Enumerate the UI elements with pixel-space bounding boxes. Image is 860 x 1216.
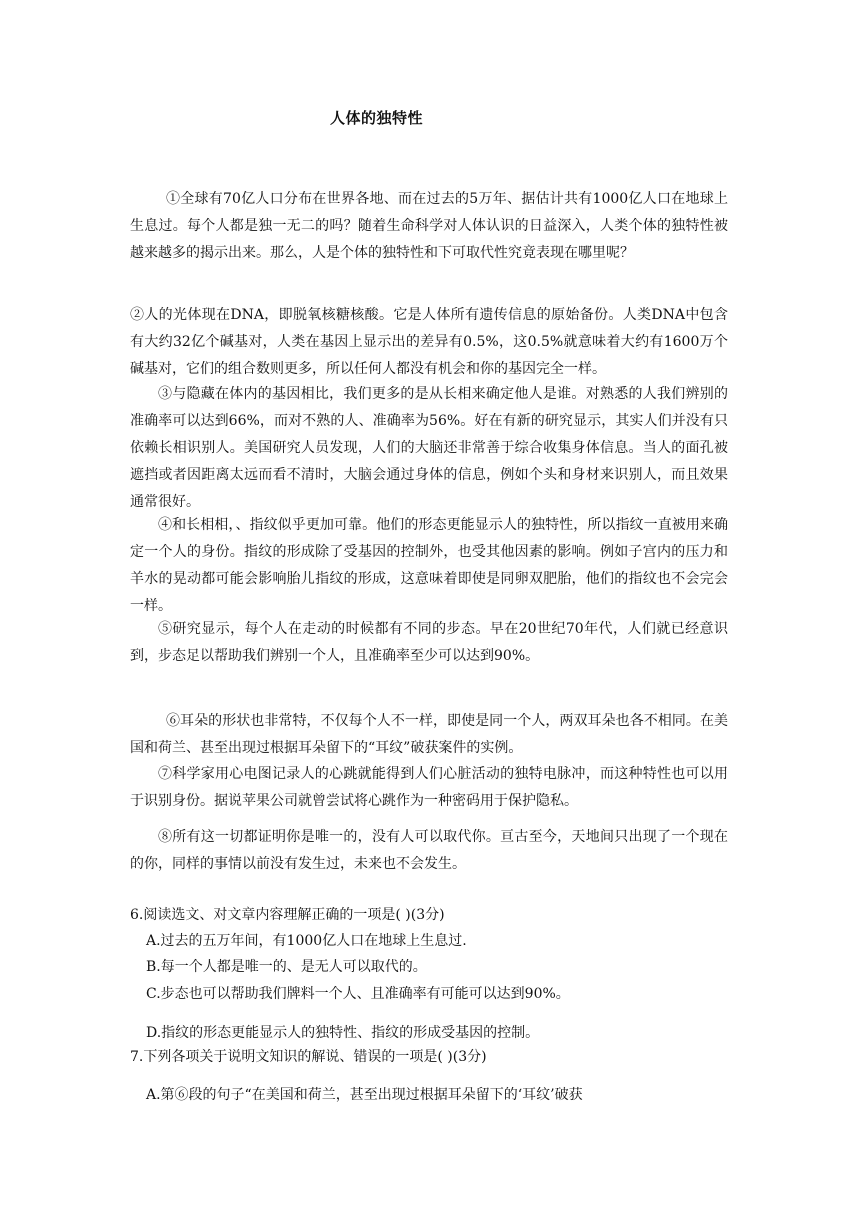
paragraph-4: ④和长相相，、指纹似乎更加可靠。他们的形态更能显示人的独特性，所以指纹一直被用来确定一个人的身份。指纹的形成除了受基因的控制外，也受其他因素的影响。例如子宫内的压力和羊水的晃动都可能会影响胎儿指纹的形成，这意味着即使是同卵双肥胎，他们的指纹也不会完会一样。 <box>130 517 728 614</box>
question-7-stem: 7.下列各项关于说明文知识的解说、错误的一项是( )(3分) <box>130 1049 487 1065</box>
question-6-stem: 6.阅读选文、对文章内容理解正确的一项是( )(3分) <box>130 907 445 923</box>
question-6-option-b: B.每一个人都是唯一的、是无人可以取代的。 <box>146 959 427 975</box>
question-6-option-c: C.步态也可以帮助我们牌料一个人、且准确率有可能可以达到90%。 <box>146 986 570 1002</box>
paragraph-1: ①全球有70亿人口分布在世界各地、而在过去的5万年、据估计共有1000亿人口在地球上生息过。每个人都是独一无二的吗？随着生命科学对人体认识的日益深入，人类个体的独特性被越来越多的揭示出来。那么，人是个体的独特性和下可取代性究竟表现在哪里呢？ <box>130 191 728 261</box>
question-6-option-a: A.过去的五万年间，有1000亿人口在地球上生息过. <box>146 933 467 949</box>
paragraph-8: ⑧所有这一切都证明你是唯一的，没有人可以取代你。亘古至今，天地间只出现了一个现在的你，同样的事情以前没有发生过，未来也不会发生。 <box>130 829 728 872</box>
paragraph-6: ⑥耳朵的形状也非常特，不仅每个人不一样，即使是同一个人，两双耳朵也各不相同。在美国和荷兰、甚至出现过根据耳朵留下的“耳纹”破获案件的实例。 <box>130 713 728 756</box>
question-6-option-d: D.指纹的形态更能显示人的独特性、指纹的形成受基因的控制。 <box>146 1025 540 1041</box>
paragraph-3: ③与隐藏在体内的基因相比，我们更多的是从长相来确定他人是谁。对熟悉的人我们辨别的准确率可以达到66%，而对不熟的人、准确率为56%。好在有新的研究显示，其实人们并没有只依赖长相识别人。美国研究人员发现，人们的大脑还非常善于综合收集身体信息。当人的面孔被遮挡或者因距离太远而看不清时，大脑会通过身体的信息，例如个头和身材来识别人，而且效果通常很好。 <box>130 386 728 510</box>
paragraph-2: ②人的光体现在DNA，即脱氧核糖核酸。它是人体所有遗传信息的原始备份。人类DNA中包含有大约32亿个碱基对，人类在基因上显示出的差异有0.5%，这0.5%就意味着大约有1600万个碱基对，它们的组合数则更多，所以任何人都没有机会和你的基因完全一样。 <box>130 307 728 377</box>
paragraph-5: ⑤研究显示，每个人在走动的时候都有不同的步态。早在20世纪70年代，人们就已经意识到，步态足以帮助我们辨别一个人，且准确率至少可以达到90%。 <box>130 621 728 664</box>
paragraph-7: ⑦科学家用心电图记录人的心跳就能得到人们心脏活动的独特电脉冲，而这种特性也可以用于识别身份。据说苹果公司就曾尝试将心跳作为一种密码用于保护隐私。 <box>130 766 728 809</box>
document-title: 人体的独特性 <box>330 109 424 127</box>
question-7-option-a: A.第⑥段的句子“在美国和荷兰，甚至出现过根据耳朵留下的‘耳纹’破获 <box>146 1087 583 1103</box>
